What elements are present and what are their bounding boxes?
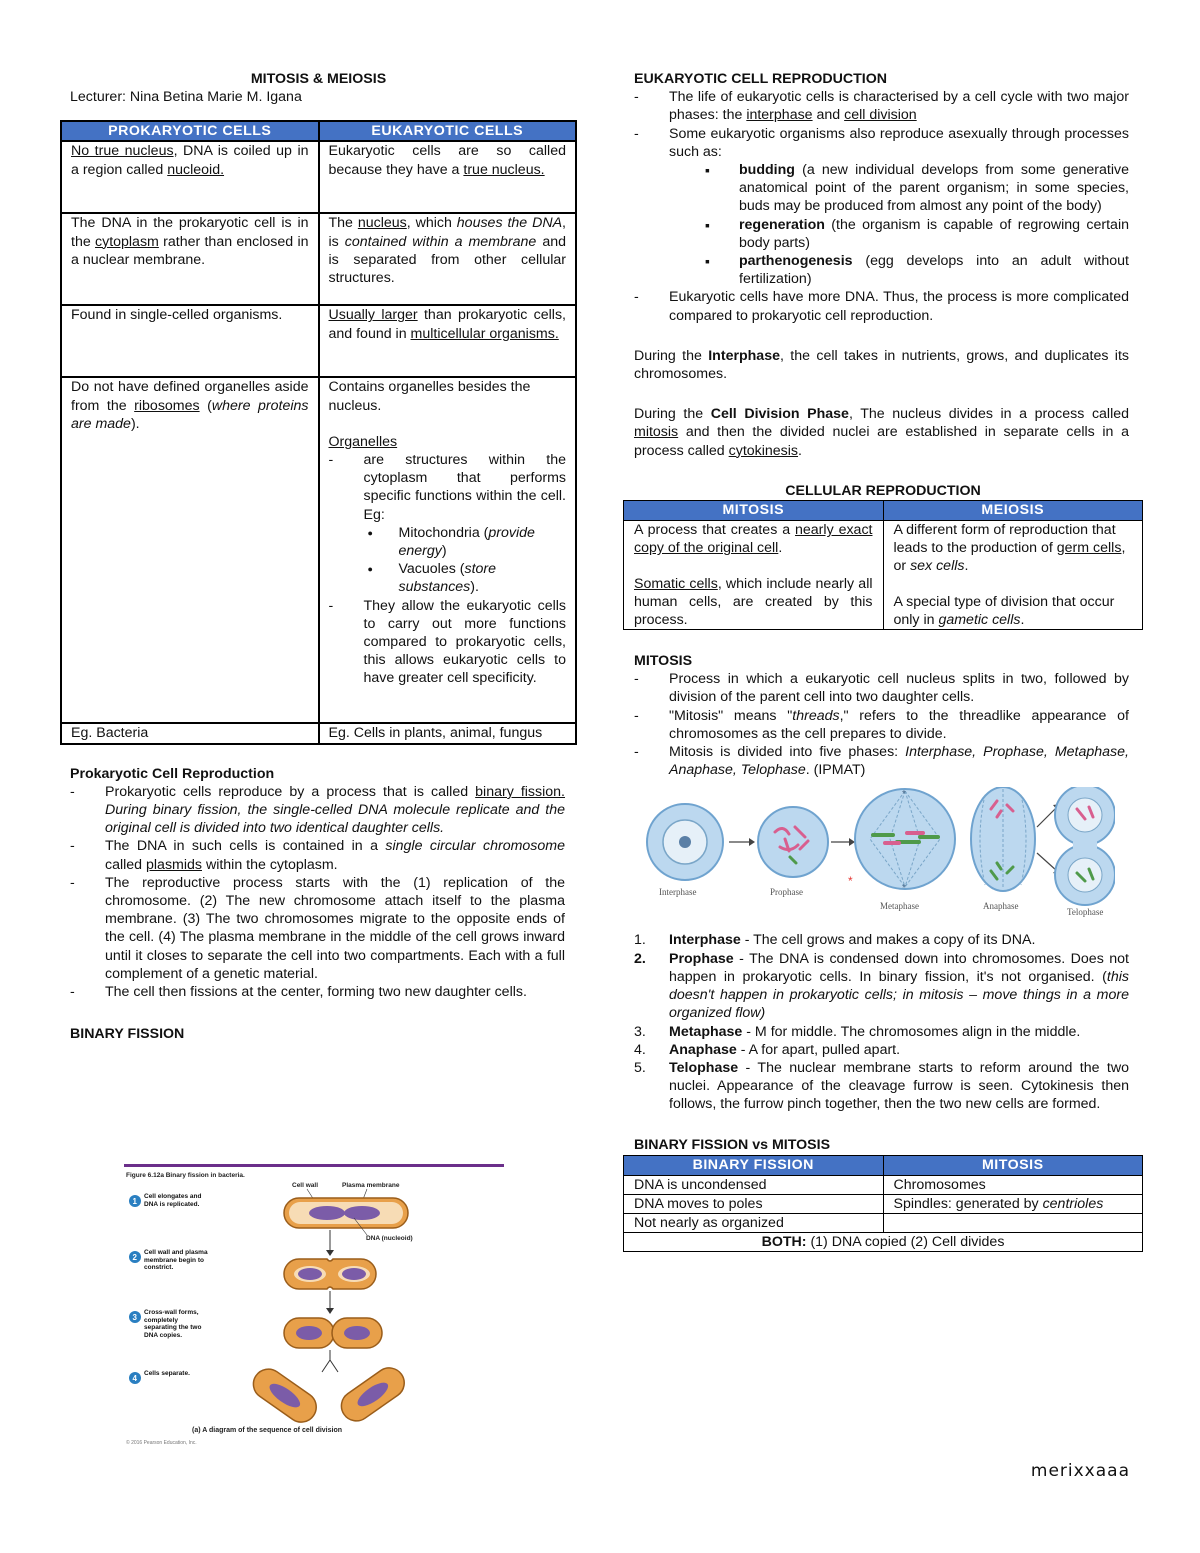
binary-vs-mitosis-heading: BINARY FISSION vs MITOSIS xyxy=(634,1136,831,1153)
list-item: - Some eukaryotic organisms also reproduce asexually through processes such as: ▪ budding (a new individual develops from some generative anatomical point of the parent organism; in some species, buds may be produced from almost any point of the body) ▪ regeneration (the organism is capable of regrowing certain body parts) ▪ parthenogenesis (egg develops into an adult without fertilization) xyxy=(634,125,1129,289)
euk-cell-4: Contains organelles besides the nucleus. Organelles - are structures within the cytoplasm that performs specific functions within the cell. Eg: ● Mitochondria (provide energy) ● Vacuoles (store substances). - They allow the eukaryotic cells to carry out more functions compared to prokaryotic cells, this allows eukaryotic cells to have greater cell specificity. xyxy=(319,377,577,723)
list-item: - Eukaryotic cells have more DNA. Thus, the process is more complicated compared to prokaryotic cell reproduction. xyxy=(634,288,1129,324)
header-binary-fission: BINARY FISSION xyxy=(624,1155,884,1175)
step4-label: Cells separate. xyxy=(144,1370,190,1377)
organelle-benefit: - They allow the eukaryotic cells to carry out more functions compared to prokaryotic cells, this allows eukaryotic cells to have greater cell specificity. xyxy=(329,597,567,688)
header-mitosis: MITOSIS xyxy=(624,501,884,521)
prok-reproduction-heading: Prokaryotic Cell Reproduction xyxy=(70,765,275,782)
asexual-regeneration: ▪ regeneration (the organism is capable of regrowing certain body parts) xyxy=(739,216,1129,252)
binary-vs-mitosis-table xyxy=(623,1155,1143,1252)
label-anaphase: Anaphase xyxy=(983,901,1019,912)
author-signature: merixxaaa xyxy=(1030,1461,1130,1481)
bvm-cell: DNA moves to poles xyxy=(624,1194,884,1213)
svg-text:1: 1 xyxy=(132,1197,137,1206)
list-item: - Mitosis is divided into five phases: Interphase, Prophase, Metaphase, Anaphase, Telophase. (IPMAT) xyxy=(634,743,1129,779)
svg-text:*: * xyxy=(902,789,906,801)
division-paragraph: During the Cell Division Phase, The nucleus divides in a process called mitosis and then the divided nuclei are established in separate cells in a process called cytokinesis. xyxy=(634,406,1130,459)
mitosis-cell: A process that creates a nearly exact copy of the original cell. Somatic cells, which include nearly all human cells, are created by this process. xyxy=(624,521,884,630)
phase-item: 2. Prophase - The DNA is condensed down into chromosomes. Does not happen in prokaryotic cells. In binary fission, it's not organised. (this doesn't happen in prokaryotic cells; in mitosis – move things in a more organized flow) xyxy=(634,950,1129,1022)
left-column xyxy=(60,68,577,1446)
lecturer-line: Lecturer: Nina Betina Marie M. Igana xyxy=(70,89,302,106)
prok-cell-3: Found in single-celled organisms. xyxy=(61,305,319,377)
list-item: - The reproductive process starts with the (1) replication of the chromosome. (2) The new chromosome attach itself to the plasma membrane. (3) The two chromosomes migrate to the opposite ends of the cell. (4) The plasma membrane in the middle of the cell grows inward until it closes to separate the cell into two compartments. Each with a full complement of a genetic material. xyxy=(70,874,565,983)
bvm-cell: Chromosomes xyxy=(883,1175,1143,1194)
label-prophase: Prophase xyxy=(770,887,803,898)
mitosis-list xyxy=(634,670,1129,779)
step2-label: Cell wall and plasma membrane begin to constrict. xyxy=(144,1249,208,1271)
meiosis-cell: A different form of reproduction that leads to the production of germ cells, or sex cells. A special type of division that occur only in gametic cells. xyxy=(883,521,1143,630)
prok-cell-4: Do not have defined organelles aside from the ribosomes (where proteins are made). xyxy=(61,377,319,723)
header-eukaryotic: EUKARYOTIC CELLS xyxy=(319,121,577,141)
prok-reproduction-list xyxy=(70,783,565,1001)
label-metaphase: Metaphase xyxy=(880,901,919,912)
figure-caption-bottom: (a) A diagram of the sequence of cell division xyxy=(192,1427,343,1434)
euk-cell-3: Usually larger than prokaryotic cells, and found in multicellular organisms. xyxy=(319,305,577,377)
figure-copyright: © 2016 Pearson Education, Inc. xyxy=(126,1440,197,1446)
prok-cell-1: No true nucleus, DNA is coiled up in a region called nucleoid. xyxy=(61,141,319,213)
svg-text:3: 3 xyxy=(132,1313,137,1322)
asexual-parthenogenesis: ▪ parthenogenesis (egg develops into an adult without fertilization) xyxy=(739,252,1129,288)
right-column xyxy=(623,68,1143,1252)
label-interphase: Interphase xyxy=(659,887,697,898)
asexual-budding: ▪ budding (a new individual develops from some generative anatomical point of the parent organism; in some species, buds may be produced from almost any point of the body) xyxy=(739,161,1129,216)
step1-label: Cell elongates and DNA is replicated. xyxy=(144,1193,202,1208)
bvm-cell: DNA is uncondensed xyxy=(624,1175,884,1194)
mitosis-heading: MITOSIS xyxy=(634,653,693,670)
step3-label: Cross-wall forms, completely separating the two DNA copies. xyxy=(144,1309,202,1339)
header-mitosis-2: MITOSIS xyxy=(883,1155,1143,1175)
mitosis-phases-figure xyxy=(645,787,1115,942)
header-prokaryotic: PROKARYOTIC CELLS xyxy=(61,121,319,141)
interphase-paragraph: During the Interphase, the cell takes in nutrients, grows, and duplicates its chromosomes. xyxy=(634,347,1129,383)
label-plasma-membrane: Plasma membrane xyxy=(342,1182,400,1189)
phase-item: 4. Anaphase - A for apart, pulled apart. xyxy=(634,1041,901,1058)
organelle-mitochondria: ● Mitochondria (provide energy) xyxy=(399,524,567,560)
label-dna-nucleoid: DNA (nucleoid) xyxy=(366,1235,413,1242)
euk-cell-5: Eg. Cells in plants, animal, fungus xyxy=(319,723,577,743)
figure-caption-top: Figure 6.12a Binary fission in bacteria. xyxy=(126,1172,245,1179)
phase-item: 3. Metaphase - M for middle. The chromosomes align in the middle. xyxy=(634,1023,1081,1040)
prok-cell-2: The DNA in the prokaryotic cell is in the cytoplasm rather than enclosed in a nuclear membrane. xyxy=(61,213,319,305)
eukaryotic-reproduction-list xyxy=(634,88,1129,325)
mitosis-meiosis-table xyxy=(623,500,1143,630)
label-cell-wall: Cell wall xyxy=(292,1182,319,1189)
prokaryotic-eukaryotic-table xyxy=(60,120,577,744)
binary-fission-heading: BINARY FISSION xyxy=(70,1026,185,1043)
organelle-vacuoles: ● Vacuoles (store substances). xyxy=(399,560,567,596)
organelle-definition: - are structures within the cytoplasm that performs specific functions within the cell. Eg: xyxy=(329,451,567,524)
binary-fission-figure xyxy=(122,1160,512,1450)
bvm-cell xyxy=(883,1213,1143,1232)
list-item: - The DNA in such cells is contained in a single circular chromosome called plasmids within the cytoplasm. xyxy=(70,837,565,873)
list-item: - Prokaryotic cells reproduce by a process that is called binary fission. During binary fission, the single-celled DNA molecule replicate and the original cell is divided into two identical daughter cells. xyxy=(70,783,565,838)
list-item: - "Mitosis" means "threads," refers to the threadlike appearance of chromosomes as the cell prepares to divide. xyxy=(634,707,1129,743)
bvm-cell: Spindles: generated by centrioles xyxy=(883,1194,1143,1213)
euk-cell-1: Eukaryotic cells are so called because they have a true nucleus. xyxy=(319,141,577,213)
svg-text:4: 4 xyxy=(132,1374,137,1383)
svg-text:*: * xyxy=(848,874,853,889)
label-telophase: Telophase xyxy=(1067,907,1104,918)
svg-text:2: 2 xyxy=(132,1253,137,1262)
list-item: - The life of eukaryotic cells is characterised by a cell cycle with two major phases: the interphase and cell division xyxy=(634,88,1129,124)
svg-text:*: * xyxy=(902,883,906,895)
prok-cell-5: Eg. Bacteria xyxy=(61,723,319,743)
cellular-reproduction-heading: CELLULAR REPRODUCTION xyxy=(785,482,981,499)
phase-item: 1. Interphase - The cell grows and makes a copy of its DNA. xyxy=(634,932,1036,949)
list-item: - The cell then fissions at the center, forming two new daughter cells. xyxy=(70,983,565,1001)
phase-item: 5. Telophase - The nuclear membrane starts to reform around the two nuclei. Appearance of the cleavage furrow is seen. Cytokinesis then follows, the furrow pinch together, then the two new cells are formed. xyxy=(634,1059,1129,1113)
document-title: MITOSIS & MEIOSIS xyxy=(250,71,387,87)
bvm-cell: Not nearly as organized xyxy=(624,1213,884,1232)
euk-cell-2: The nucleus, which houses the DNA, is contained within a membrane and is separated from other cellular structures. xyxy=(319,213,577,305)
mitosis-phases-list xyxy=(634,931,1129,1113)
bvm-both-row: BOTH: (1) DNA copied (2) Cell divides xyxy=(624,1232,1143,1251)
list-item: - Process in which a eukaryotic cell nucleus splits in two, followed by division of the parent cell into two daughter cells. xyxy=(634,670,1129,706)
header-meiosis: MEIOSIS xyxy=(883,501,1143,521)
eukaryotic-reproduction-heading: EUKARYOTIC CELL REPRODUCTION xyxy=(634,71,888,87)
